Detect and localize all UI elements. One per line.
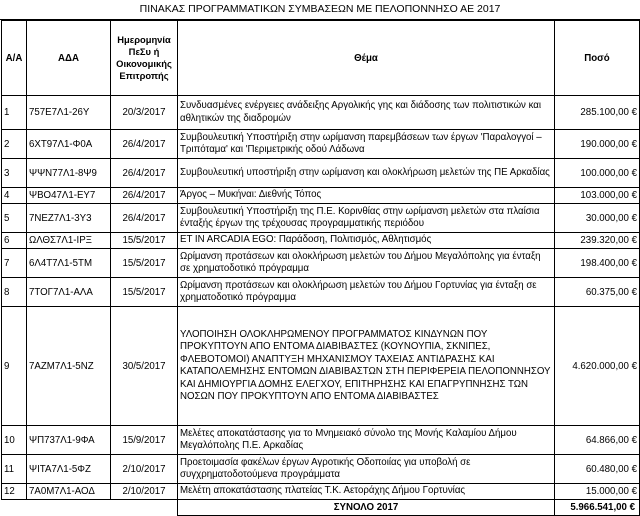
cell-amount: 64.866,00 €: [555, 426, 640, 455]
table-row: [2, 204, 640, 233]
cell-subject: Άργος – Μυκήναι: Διεθνής Τόπος: [178, 188, 555, 204]
header-ada: ΑΔΑ: [27, 21, 111, 96]
cell-ada: 7ΑΖΜ7Λ1-5ΝΖ: [27, 307, 111, 426]
cell-date: 2/10/2017: [111, 455, 178, 484]
header-date-line3: Οικονομικής: [116, 58, 172, 69]
cell-subject: Συνδυασμένες ενέργειες ανάδειξης Αργολικής γης και διάδοσης των πολιτιστικών και αθλητικών της διαδρομών: [178, 96, 555, 130]
cell-date: 2/10/2017: [111, 484, 178, 500]
cell-ada: ΨΠ737Λ1-9ΦΑ: [27, 426, 111, 455]
header-date: [111, 21, 178, 96]
cell-amount: 60.375,00 €: [555, 278, 640, 307]
cell-subject: Ωρίμανση προτάσεων και ολοκλήρωση μελετών του Δήμου Γορτυνίας για ένταξη σε χρηματοδοτικό πρόγραμμα: [178, 278, 555, 307]
table-row: [2, 188, 640, 204]
cell-amount: 285.100,00 €: [555, 96, 640, 130]
table-row: [2, 233, 640, 249]
cell-ada: 6Λ4Τ7Λ1-5ΤΜ: [27, 249, 111, 278]
cell-date: 26/4/2017: [111, 188, 178, 204]
table-row: [2, 96, 640, 130]
header-date-line4: Επιτροπής: [119, 70, 169, 81]
cell-ada: 757Ε7Λ1-26Υ: [27, 96, 111, 130]
cell-ada: ΨΙΤΑ7Λ1-5ΦΖ: [27, 455, 111, 484]
cell-ada: ΨΒΟ47Λ1-ΕΥ7: [27, 188, 111, 204]
cell-amount: 198.400,00 €: [555, 249, 640, 278]
table-row: [2, 426, 640, 455]
contracts-table: [1, 20, 640, 516]
table-row: [2, 249, 640, 278]
cell-date: 15/5/2017: [111, 233, 178, 249]
cell-aa: 5: [2, 204, 27, 233]
cell-ada: ΨΨΝ77Λ1-8Ψ9: [27, 159, 111, 188]
cell-subject: Μελέτες αποκατάστασης για το Μνημειακό σύνολο της Μονής Καλαμίου Δήμου Μεγαλόπολης Π.Ε. Αρκαδίας: [178, 426, 555, 455]
cell-subject: ΥΛΟΠΟΙΗΣΗ ΟΛΟΚΛΗΡΩΜΕΝΟΥ ΠΡΟΓΡΑΜΜΑΤΟΣ ΚΙΝΔΥΝΩΝ ΠΟΥ ΠΡΟΚΥΠΤΟΥΝ ΑΠΟ ΕΝΤΟΜΑ ΔΙΑΒΙΒΑΣΤΕΣ (ΚΟΥΝΟΥΠΙΑ, ΣΚΝΙΠΕΣ, ΦΛΕΒΟΤΟΜΟΙ) ΑΝΑΠΤΥΞΗ ΜΗΧΑΝΙΣΜΟΥ ΤΑΧΕΙΑΣ ΑΝΤΙΔΡΑΣΗΣ ΚΑΙ ΚΑΤΑΠΟΛΕΜΗΣΗΣ ΕΝΤΟΜΩΝ ΔΙΑΒΙΒΑΣΤΩΝ ΣΤΗ ΠΕΡΙΦΕΡΕΙΑ ΠΕΛΟΠΟΝΝΗΣΟΥ ΚΑΙ ΔΗΜΙΟΥΡΓΙΑ ΔΟΜΗΣ ΕΛΕΓΧΟΥ, ΕΠΙΤΗΡΗΣΗΣ ΚΑΙ ΕΠΑΓΡΥΠΝΗΣΗΣ ΤΩΝ ΝΟΣΩΝ ΠΟΥ ΠΡΟΚΥΠΤΟΥΝ ΑΠΟ ΕΝΤΟΜΑ ΔΙΑΒΙΒΑΣΤΕΣ: [178, 307, 555, 426]
cell-subject: Μελέτη αποκατάστασης πλατείας Τ.Κ. Αετοράχης Δήμου Γορτυνίας: [178, 484, 555, 500]
total-spacer: [27, 500, 111, 516]
cell-subject: Συμβουλευτική υποστήριξη στην ωρίμανση και ολοκλήρωση μελετών της ΠΕ Αρκαδίας: [178, 159, 555, 188]
table-row: [2, 455, 640, 484]
table-row: [2, 159, 640, 188]
cell-date: 26/4/2017: [111, 204, 178, 233]
cell-date: 15/9/2017: [111, 426, 178, 455]
cell-amount: 103.000,00 €: [555, 188, 640, 204]
cell-date: 15/5/2017: [111, 249, 178, 278]
cell-aa: 4: [2, 188, 27, 204]
table-title: ΠΙΝΑΚΑΣ ΠΡΟΓΡΑΜΜΑΤΙΚΩΝ ΣΥΜΒΑΣΕΩΝ ΜΕ ΠΕΛΟΠΟΝΝΗΣΟ ΑΕ 2017: [0, 0, 640, 20]
cell-amount: 100.000,00 €: [555, 159, 640, 188]
cell-aa: 8: [2, 278, 27, 307]
cell-subject: Ωρίμανση προτάσεων και ολοκλήρωση μελετών του Δήμου Μεγαλόπολης για ένταξη σε χρηματοδοτικό πρόγραμμα: [178, 249, 555, 278]
header-aa: Α/Α: [2, 21, 27, 96]
table-row: [2, 130, 640, 159]
total-amount: 5.966.541,00 €: [555, 500, 640, 516]
cell-amount: 15.000,00 €: [555, 484, 640, 500]
header-subject: Θέμα: [178, 21, 555, 96]
table-row: [2, 484, 640, 500]
cell-ada: 7ΤΟΓ7Λ1-ΑΛΑ: [27, 278, 111, 307]
cell-amount: 239.320,00 €: [555, 233, 640, 249]
total-spacer: [2, 500, 27, 516]
cell-aa: 9: [2, 307, 27, 426]
cell-subject: Προετοιμασία φακέλων έργων Αγροτικής Οδοποιίας για υποβολή σε συγχρηματοδοτούμενα προγράμματα: [178, 455, 555, 484]
cell-ada: 7Α0Μ7Λ1-ΑΟΔ: [27, 484, 111, 500]
cell-aa: 11: [2, 455, 27, 484]
cell-date: 30/5/2017: [111, 307, 178, 426]
cell-amount: 190.000,00 €: [555, 130, 640, 159]
total-label: ΣΥΝΟΛΟ 2017: [178, 500, 555, 516]
cell-aa: 6: [2, 233, 27, 249]
header-date-line1: Ημερομηνία: [117, 34, 171, 45]
cell-date: 26/4/2017: [111, 130, 178, 159]
cell-aa: 3: [2, 159, 27, 188]
cell-date: 26/4/2017: [111, 159, 178, 188]
cell-subject: Συμβουλευτική Υποστήριξη της Π.Ε. Κορινθίας στην ωρίμανση μελετών στα πλαίσια ένταξής έργων της τρέχουσας προγραμματικής περιόδου: [178, 204, 555, 233]
cell-ada: 7ΝΕΖ7Λ1-3Υ3: [27, 204, 111, 233]
cell-ada: ΩΛΘΣ7Λ1-ΙΡΞ: [27, 233, 111, 249]
cell-aa: 2: [2, 130, 27, 159]
cell-aa: 12: [2, 484, 27, 500]
cell-subject: Συμβουλευτική Υποστήριξη στην ωρίμανση παρεμβάσεων των έργων 'Παραλογγοί – Τριπόταμα' και 'Περιμετρικής οδού Λάδωνα: [178, 130, 555, 159]
header-date-line2: ΠεΣυ ή: [128, 46, 160, 57]
total-spacer: [111, 500, 178, 516]
cell-date: 15/5/2017: [111, 278, 178, 307]
cell-amount: 30.000,00 €: [555, 204, 640, 233]
cell-aa: 10: [2, 426, 27, 455]
cell-aa: 1: [2, 96, 27, 130]
cell-aa: 7: [2, 249, 27, 278]
cell-subject: ET IN ARCADIA EGO: Παράδοση, Πολιτισμός, Αθλητισμός: [178, 233, 555, 249]
cell-amount: 60.480,00 €: [555, 455, 640, 484]
header-amount: Ποσό: [555, 21, 640, 96]
cell-amount: 4.620.000,00 €: [555, 307, 640, 426]
header-row: [2, 21, 640, 96]
cell-ada: 6ΧΤ97Λ1-Φ0Α: [27, 130, 111, 159]
total-row: [2, 500, 640, 516]
table-row: [2, 278, 640, 307]
table-row: [2, 307, 640, 426]
cell-date: 20/3/2017: [111, 96, 178, 130]
